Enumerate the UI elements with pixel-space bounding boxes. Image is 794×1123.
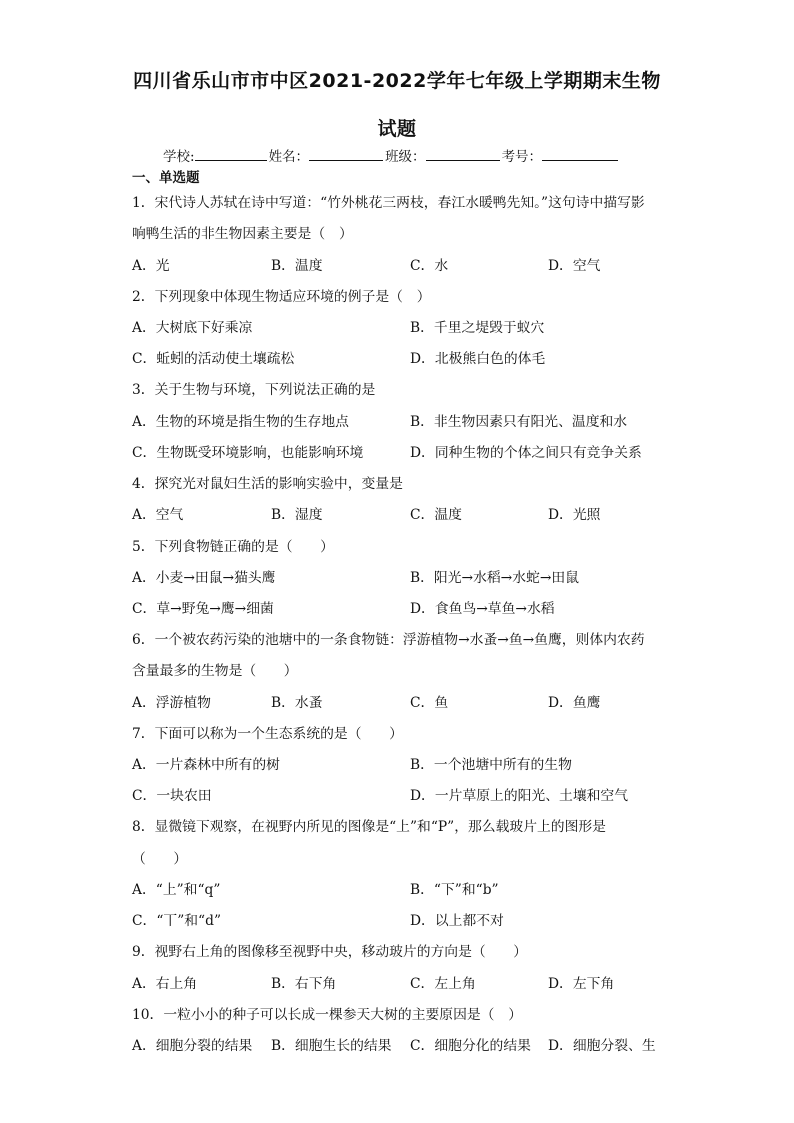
question-3-option-a: A．生物的环境是指生物的生存地点 <box>132 414 349 430</box>
question-1-option-d: D．空气 <box>548 258 601 274</box>
question-6-option-c: C．鱼 <box>410 695 449 711</box>
school-label: 学校: <box>163 149 195 165</box>
question-7-option-c: C．一块农田 <box>132 788 212 804</box>
class-blank <box>426 146 500 161</box>
question-5-option-c: C．草→野兔→鹰→细菌 <box>132 601 274 617</box>
question-2-option-a: A．大树底下好乘凉 <box>132 320 253 336</box>
page-title-continued: 试题 <box>377 118 417 140</box>
question-1-option-c: C．水 <box>410 258 449 274</box>
name-blank <box>309 146 383 161</box>
question-6-option-a: A．浮游植物 <box>132 695 211 711</box>
exam-no-label: 考号： <box>501 149 543 165</box>
question-1-option-b: B．温度 <box>271 258 323 274</box>
name-label: 姓名： <box>268 149 310 165</box>
question-4-option-c: C．温度 <box>410 507 462 523</box>
question-2-option-d: D．北极熊白色的体毛 <box>410 351 546 367</box>
question-9-option-b: B．右下角 <box>271 976 337 992</box>
question-7-option-b: B．一个池塘中所有的生物 <box>410 757 572 773</box>
question-9-option-d: D．左下角 <box>548 976 615 992</box>
question-3-option-b: B．非生物因素只有阳光、温度和水 <box>410 414 628 430</box>
class-label: 班级： <box>385 149 426 165</box>
question-9-option-a: A．右上角 <box>132 976 198 992</box>
question-8-option-c: C．“丅”和“d” <box>132 913 221 929</box>
question-8-option-b: B．“下”和“b” <box>410 882 499 898</box>
question-7-option-d: D．一片草原上的阳光、土壤和空气 <box>410 788 629 804</box>
question-8-stem: 8．显微镜下观察，在视野内所见的图像是“上”和“P”，那么载玻片上的图形是 <box>132 819 606 835</box>
question-8-stem-cont: （ ） <box>132 851 188 867</box>
question-1-stem-cont: 响鸭生活的非生物因素主要是（ ） <box>132 226 353 242</box>
question-2-option-c: C．蚯蚓的活动使土壤疏松 <box>132 351 295 367</box>
question-4-option-d: D．光照 <box>548 507 601 523</box>
question-6-stem: 6．一个被农药污染的池塘中的一条食物链：浮游植物→水蚤→鱼→鱼鹰，则体内农药 <box>132 632 645 648</box>
question-4-stem: 4．探究光对鼠妇生活的影响实验中，变量是 <box>132 476 403 492</box>
question-3-option-d: D．同种生物的个体之间只有竞争关系 <box>410 445 642 461</box>
question-9-option-c: C．左上角 <box>410 976 476 992</box>
question-2-stem: 2．下列现象中体现生物适应环境的例子是（ ） <box>132 289 431 305</box>
student-info-line <box>163 145 620 165</box>
question-10-option-d: D．细胞分裂、生 <box>548 1038 656 1054</box>
question-4-option-b: B．湿度 <box>271 507 323 523</box>
school-blank <box>195 146 267 161</box>
question-3-option-c: C．生物既受环境影响，也能影响环境 <box>132 445 364 461</box>
exam-no-blank <box>542 146 618 161</box>
question-8-option-d: D．以上都不对 <box>410 913 504 929</box>
question-10-option-c: C．细胞分化的结果 <box>410 1038 531 1054</box>
question-2-option-b: B．千里之堤毁于蚁穴 <box>410 320 545 336</box>
question-1-option-a: A．光 <box>132 258 170 274</box>
question-8-option-a: A．“上”和“q” <box>132 882 221 898</box>
section-heading: 一、单选题 <box>132 170 200 186</box>
question-1-stem: 1．宋代诗人苏轼在诗中写道：“竹外桃花三两枝，春江水暖鸭先知。”这句诗中描写影 <box>132 195 645 211</box>
question-6-option-b: B．水蚤 <box>271 695 323 711</box>
question-5-stem: 5．下列食物链正确的是（ ） <box>132 539 334 555</box>
question-5-option-b: B．阳光→水稻→水蛇→田鼠 <box>410 570 579 586</box>
question-3-stem: 3．关于生物与环境，下列说法正确的是 <box>132 382 376 398</box>
question-5-option-a: A．小麦→田鼠→猫头鹰 <box>132 570 276 586</box>
question-10-option-a: A．细胞分裂的结果 <box>132 1038 253 1054</box>
question-10-option-b: B．细胞生长的结果 <box>271 1038 392 1054</box>
question-4-option-a: A．空气 <box>132 507 184 523</box>
page-title: 四川省乐山市市中区2021-2022学年七年级上学期期末生物 <box>133 70 661 92</box>
question-7-stem: 7．下面可以称为一个生态系统的是（ ） <box>132 726 403 742</box>
question-7-option-a: A．一片森林中所有的树 <box>132 757 280 773</box>
question-5-option-d: D．食鱼鸟→草鱼→水稻 <box>410 601 555 617</box>
question-6-stem-cont: 含量最多的生物是（ ） <box>132 663 298 679</box>
question-6-option-d: D．鱼鹰 <box>548 695 601 711</box>
question-9-stem: 9．视野右上角的图像移至视野中央，移动玻片的方向是（ ） <box>132 944 528 960</box>
question-10-stem: 10．一粒小小的种子可以长成一棵参天大树的主要原因是（ ） <box>132 1007 523 1023</box>
